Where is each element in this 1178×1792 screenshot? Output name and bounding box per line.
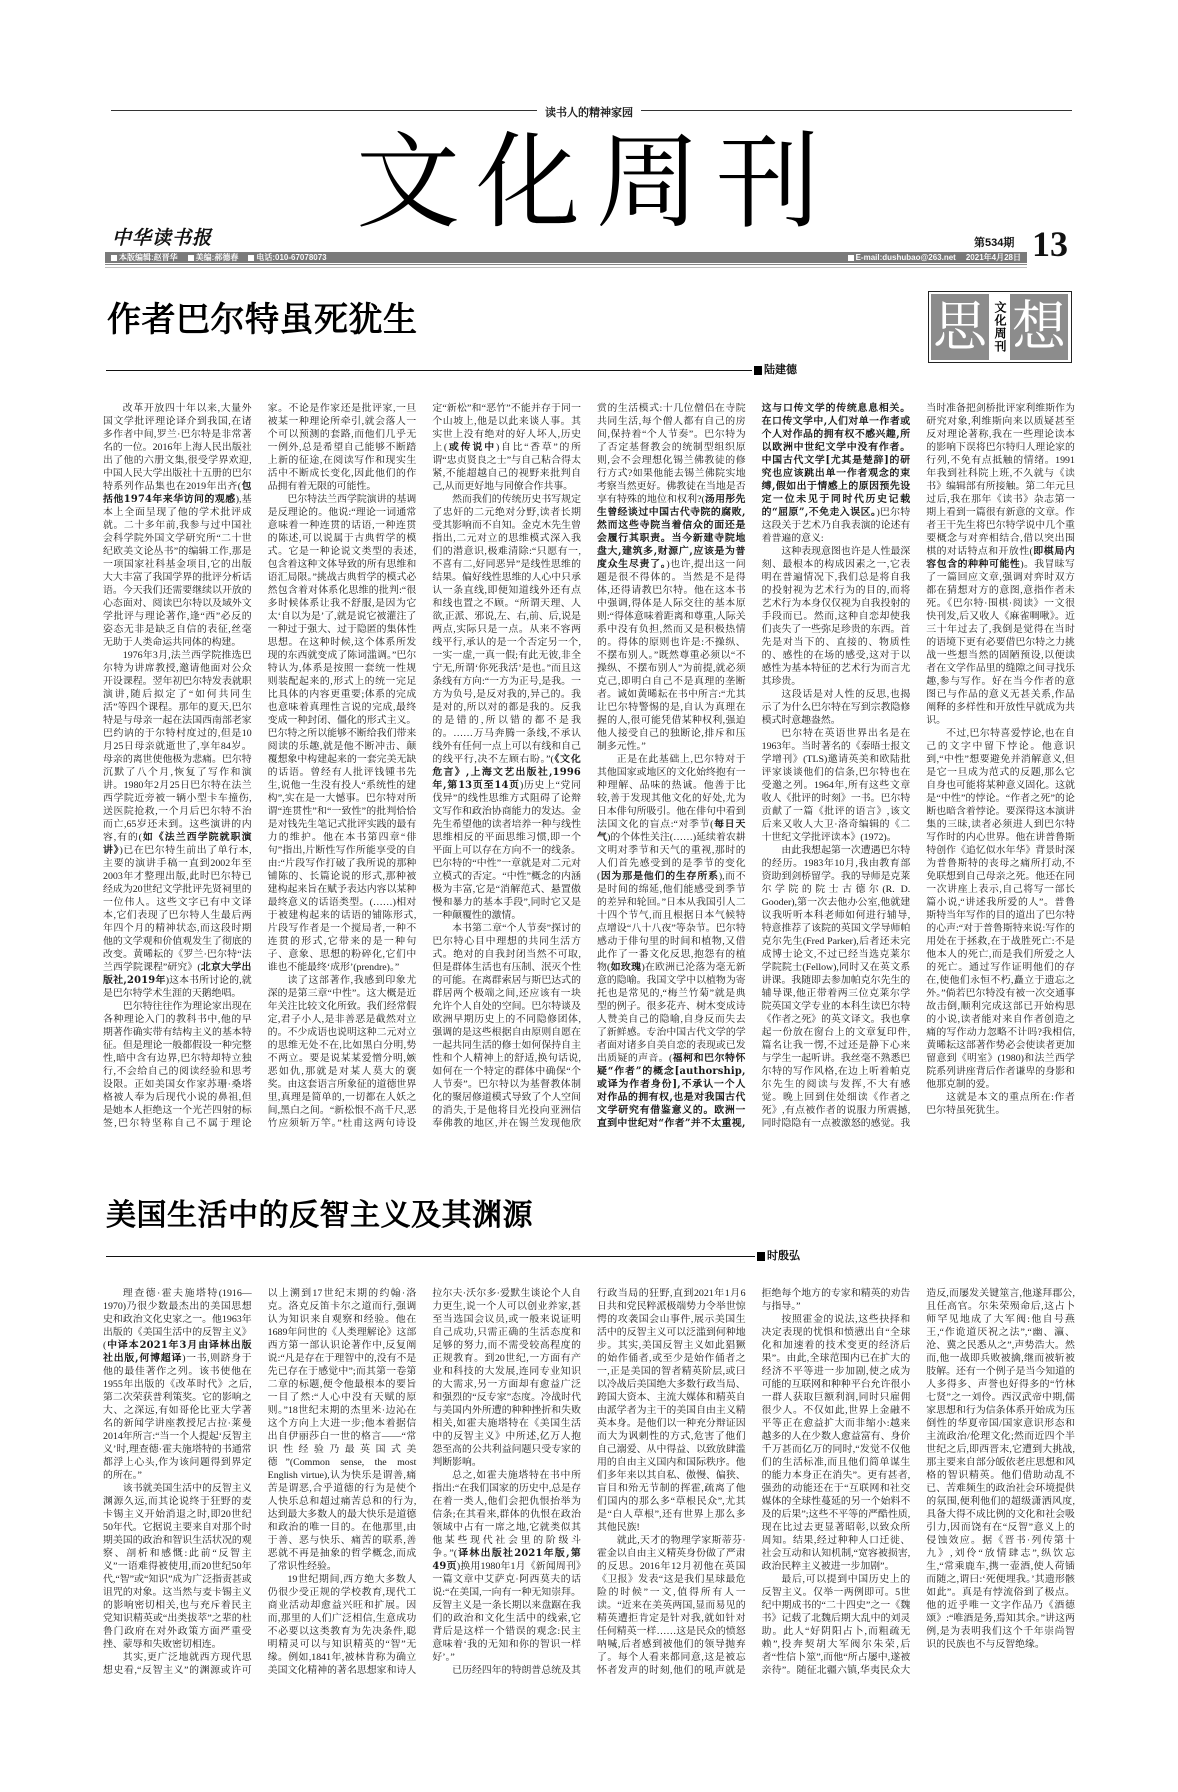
article-2-byline-rule [106, 1256, 755, 1257]
paragraph-text: 按照霍金的说法,这些抉择和决定表现的忧惧和愤懑出自“全球化和加速着的技术变更的经济后果”。由此,全球范围内已在扩大的经济不平等进一步加剧,使之成为可能的互联网和种种平台允许很小一群人获取巨额利润,同时只雇佣很少人。不仅如此,世界上金融不平等正在愈益扩大而非缩小:越来越多的人在少数人愈益富有、身价千万甚而亿万的同时,“发觉不仅他们的生活标准,而且他们简单谋生的能力本身正在消失”。更有甚者,强劲的动能还在于“互联网和社交媒体的全球性蔓延的另一个始料不及的后果”;这些不平等的严酷性质,现在比过去更显著昭彰,以致众所周知。结果,经过种种人口迁徙、社会互动和认知机制,“宽容被损害,政治民粹主义被进一步加剧”。 [761, 1314, 911, 1572]
annotation-note: 汤用彤先生曾经谈过中国古代寺院的腐败,然而这些寺院当着信众的面还是会履行其职责。当今新建寺院地盘大,建筑多,财源广,应该是为普度众生尽责了。 [596, 494, 746, 570]
annotation-note: 因为那是他们的生存所系 [600, 871, 719, 882]
paper-logo: 中华读书报 [112, 228, 213, 249]
annotation-note: 如玫瑰 [610, 962, 642, 973]
paragraph-text: 不过,巴尔特喜爱悖论,也在自己的文字中留下悖论。他意识到,“中性”想要避免并消解意义,但是它一旦成为范式的反题,那么它自身也可能将某种意义固化。这就是“中性”的悖论。“作者之死”的论断也暗含着悖论。要深得这本演讲集的三昧,读者必须进人到巴尔特写作时的内心世界。他在讲普鲁斯特创作《追忆似水年华》背景时深为普鲁斯特的丧母之痛所打动,不免联想到自己母亲之死。他还在同一次讲座上表示,自己将写一部长篇小说,“讲述我所爱的人”。普鲁斯特当年写作的目的道出了巴尔特的心声:“对于普鲁斯特来说:写作的用处在于拯救,在于战胜死亡:不是他本人的死亡,而是我们所爱之人的死亡。通过写作证明他们的存在,使他们永恒不朽,矗立于遗忘之外。”倘若巴尔特没有被一次交通事故击倒,顺利完成这部已开始构思的小说,读者能对来自作者创造之痛的写作动力忽略不计吗?我相信,黄晞耘这部著作势必会使读者更加留意到《明室》(1980)和法兰西学院系列讲座背后作者谦卑的身影和他那克制的爱。 [926, 728, 1075, 1090]
annotation-note: 福柯和巴尔特怀疑“作者”的概念[authorship,或译为作者身份],不承认一个人对作品的拥有权,也是对我国古代文学研究有借鉴意义的。欧洲一直到中世纪对“作者”并不太重视,这与口传文学的传统息息相关。在口传文学中,人们对单一作者或个人对作品的拥有权不感兴趣,所以欧洲中世纪文学中没有作者。中国古代文学[尤其是楚辞]的研究也应该跳出单一作者观念的束缚,假如出于情感上的原因预先设定一位未见于同时代历史记载的“屈原”,不免走入误区。 [596, 403, 911, 1129]
badge-right-char: 想 [1012, 295, 1066, 358]
annotation-note: 北京大学出版社,2019年 [103, 962, 252, 986]
body-paragraph [432, 493, 581, 922]
body-paragraph [103, 649, 252, 1000]
square-bullet-icon [754, 366, 762, 375]
paragraph-text: 已历经四年的特朗普总统及其行政当局的狂野,直到2021年1月6日共和党民粹派极端势力令举世惊愕的攻袭国会山事件,展示美国生活中的反智主义可以泛滥到何种地步。其实,美国反智主义如此猖獗的始作俑者,或至少是始作俑者之一,正是美国的智者精英阶层,或曰以冷战后美国绝大多数行政当局、跨国大资本、主流大媒体和精英自由派学者为主干的美国自由主义精英本身。是他们以一种充分辩证因而大为讽刺性的方式,危害了他们自己溺爱、从中得益、以致放肆滥用的自由主义国内和国际秩序。他们多年来以其自私、傲慢、偏狭、盲目和殆无节制的挥霍,疏离了他们国内的那么多“草根民众”,尤其是“白人草根”,还有世界上那么多其他民族! [452, 1288, 746, 1676]
info-phone [248, 252, 326, 263]
paragraph-text: 理查德·霍夫施塔特(1916—1970)乃很少数最杰出的美国思想史和政治文化史家之一。他1963年出版的《美国生活中的反智主义》( [103, 1288, 252, 1351]
paragraph-text: )这本书所讨论的,就是巴尔特学术生涯的天鹅绝唱。 [103, 975, 252, 999]
body-paragraph [268, 493, 417, 974]
annotation-note: 或传说中 [447, 442, 497, 453]
info-phone-text: 电话:010-67078073 [256, 253, 327, 262]
body-paragraph [762, 727, 911, 844]
masthead-title: 文化周刊 [356, 121, 837, 243]
page-number: 13 [1032, 224, 1068, 264]
square-bullet-icon [188, 255, 194, 261]
body-paragraph [762, 1313, 911, 1573]
paragraph-text: )巴尔特这段关于艺术乃自我表演的论述有着普遍的意义: [761, 507, 911, 544]
tagline [0, 103, 1178, 121]
paragraph-text: 该书就美国生活中的反智主义渊源久远,而其论说终于狂野的麦卡锡主义开始消退之时,即20世纪50年代。它据说主要来自对那个时期美国的政治和智识生活状况的观察、剖析和感慨:此前“反智主义”一语难得被使用,而20世纪50年代,“智”或“知识”成为广泛指责甚或诅咒的对象。这当然与麦卡锡主义的影响密切相关,也与充斥着民主党知识精英或“出类拔萃”之辈的杜鲁门政府在对外政策方面严重受挫、蒙辱和失败密切相连。 [103, 1483, 252, 1650]
paragraph-text: 改革开放四十年以来,大量外国文学批评理论译介到我国,在诸多作者中间,罗兰·巴尔特是非常著名的一位。2016年上海人民出版社出了他的六册文集,很受学界欢迎,中国人民大学出版社十五册的巴尔特系列作品集也在2019年出齐( [103, 403, 252, 492]
annotation-note: 中译本2021年3月由译林出版社出版,何博超译 [103, 1340, 252, 1364]
annotation-note: 包括他1974年来华访问的观感 [103, 481, 252, 505]
paragraph-text: )历史上“党同伐异”的线性思维方式阻碍了论辩文写作和政治协商能力的发达。金先生希望他的读者培养一种与线性思维相反的平面思维习惯,即一个平面上可以存在方向不一的线条。巴尔特的“中性”一章就是对二元对立模式的否定。“中性”概念的内涵极为丰富,它是“消解范式、悬置傲慢和暴力的基本手段”,同时它又是一种颠覆性的激情。 [432, 780, 581, 921]
paragraph-text: )。我冒昧写了一篇回应文章,强调对弈时双方都在猜想对方的意图,意指作者未死。《巴尔特·围棋·阅读》一文很快刊发,后又收人《麻雀啁啾》。近三十年过去了,我倒是觉得在当时的语境下更有必要借巴尔特之力挑战一些想当然的固陋预设,以便读者在文学作品里的缝隙之间寻找乐趣,参与写作。好在当今作者的意图已与作品的意义无甚关系,作品阐释的多样性和开放性早就成为共识。 [926, 559, 1075, 726]
article-1-body [103, 402, 1075, 1130]
article-2-title: 美国生活中的反智主义及其渊源 [106, 1198, 533, 1233]
article-2-byline [757, 1250, 800, 1262]
paragraph-text: 这种表现意图也许是人性最深刻、最根本的构成因素之一,它表明在普遍情况下,我们总是将自我的投射视为艺术行为的目的,而将艺术行为本身仅仅视为自我投射的手段而已。然而,这种自恋却使我们丧失了一些弥足珍贵的东西。首先是对当下的、直接的、物质性的、感性的在场的感受,这对于以感性为基本特征的艺术行为而言尤其珍贵。 [761, 546, 911, 687]
paragraph-text: 这段话是对人性的反思,也揭示了为什么巴尔特在写到宗教隐修模式时意趣盎然。 [761, 689, 911, 726]
paragraph-text: 就此,天才的物理学家斯蒂芬·霍金以自由主义精英身份做了严肃的反思。2016年12月初他在英国《卫报》发表“这是我们星球最危险的时候”一文,值得所有人一读。“近来在美英两国,显而易见的精英遭拒肯定是针对我,就如针对任何精英一样……这是民众的愤怒呐喊,后者感到被他们的领导抛弃了。每个人看来都同意,这是被忘怀者发声的时刻,他们的吼声就是拒绝每个地方的专家和精英的劝告与指导。” [596, 1288, 911, 1676]
square-bullet-icon [848, 255, 854, 261]
paragraph-text: 巴尔特在英语世界出名是在1963年。当时著名的《泰晤士报文学增刊》(TLS)邀请英美和欧陆批评家谈谈他们的信条,巴尔特也在受邀之列。1964年,所有这些文章收人《批评的时刻》一书。巴尔特贡献了一篇《批评的语言》,该文后来又收人大卫·洛奇编辑的《二十世纪文学批评读本》(1972)。 [761, 728, 911, 843]
body-paragraph [926, 727, 1075, 1091]
paragraph-text: )在欧洲已沦落为毫无新意的隐喻。我国文学中以植物为寄托也是常见的,“梅兰竹菊”就是典型的例子。很多花卉、树木变成诗人赞美自己的隐喻,自身反而失去了新鲜感。专治中国古代文学的学者面对诸多自美自恋的表现或已发出质疑的声音。( [596, 962, 746, 1064]
paragraph-text: 1976年3月,法兰西学院推选巴尔特为讲席教授,邀请他面对公众开设课程。翌年初巴尔特发表就职演讲,随后拟定了“如何共同生活”等四个课程。那年的夏天,巴尔特是与母亲一起在法国西南部老家巴约讷的于尔特村度过的,但是10月25日母亲就逝世了,享年84岁。母亲的离世使他极为悲痛。巴尔特沉默了八个月,恢复了写作和演讲。1980年2月25日巴尔特在法兰西学院近旁被一辆小型卡车撞伤,送医院抢救,一个月后巴尔特不治而亡,65岁还未到。这些演讲的内容,有的( [103, 650, 252, 843]
paragraph-text: 读了这部著作,我感到印象尤深的是第三章“中性”。这大概是近年关注比较文化所致。我们经常假定,君子小人,是非善恶是截然对立的。不少成语也说明这种二元对立的思维无处不在,比如黑白分明,势不两立。要是说某某爱憎分明,嫉恶如仇,那就是对某人莫大的褒奖。由这套语言所象征的道德世界里,真理是简单的,一切都在人妖之间,黑白之间。“新松恨不高千尺,恶竹应须斩万竿。”杜甫这两句诗设定“新松”和“恶竹”不能并存于同一个山坡上,他是以此来谈人事。其实世上没有绝对的好人坏人,历史上( [267, 403, 581, 1129]
paragraph-text: )的个体性关注(……)延续着农耕文明对季节和天气的重视,那时的人们首先感受到的是季节的变化( [596, 832, 746, 882]
article-1-byline-rule [106, 370, 752, 371]
info-bar-right [848, 252, 1021, 263]
body-paragraph [103, 1287, 252, 1482]
square-bullet-icon [248, 255, 254, 261]
annotation-note: 每日天气 [596, 819, 746, 843]
article-2-author: 时殷弘 [767, 1250, 800, 1262]
info-date: 2021年4月28日 [965, 253, 1021, 262]
badge-vertical-label: 文化周刊 [993, 301, 1007, 353]
info-editor [111, 252, 178, 263]
paragraph-text: 这就是本文的重点所在:作者巴尔特虽死犹生。 [926, 1092, 1075, 1116]
body-paragraph [103, 1482, 252, 1651]
body-paragraph [103, 402, 252, 649]
info-email-text: E-mail:dushubao@263.net [855, 253, 956, 262]
tagline-text: 读书人的精神家园 [537, 107, 641, 119]
paragraph-text: ),基本上全面呈现了他的学术批评成就。二十多年前,我参与过中国社会科学院外国文学研究所“二十世纪欧美文论丛书”的编辑工作,那是一项国家社科基金项目,它的出版大大丰富了我国学界的批评分析话语。今天我们还需要继续以开放的心态面对、阅读巴尔特以及域外文学批评与理论著作,逢“西”必反的姿态无非是缺乏自信的表征,丝毫无助于人类命运共同体的构建。 [103, 494, 252, 648]
body-paragraph [432, 1469, 581, 1664]
section-badge [928, 291, 1072, 363]
body-paragraph [762, 545, 911, 688]
paragraph-text: )已在巴尔特生前出了单行本,主要的演讲手稿一直到2002年至2003年才整理出版,此时巴尔特已经成为20世纪文学批评先贤祠里的一位伟人。这些文字已有中文译本,它们表现了巴尔特人生最后两年四个月的精神状态,而这段时期他的文学观和价值观发生了彻底的改变。黄晞耘的《罗兰·巴尔特“法兰西学院课程”研究》( [103, 845, 252, 973]
square-bullet-icon [757, 1252, 765, 1261]
info-bar [105, 252, 1027, 263]
article-2-body [103, 1287, 1075, 1677]
article-1-title: 作者巴尔特虽死犹生 [107, 300, 418, 340]
info-designer [188, 252, 239, 263]
body-paragraph [926, 1091, 1075, 1117]
paragraph-text: 巴尔特法兰西学院演讲的基调是反理论的。他说:“理论一词通常意味着一种连贯的话语,一种连贯的陈述,可以说属于古典哲学的模式。它是一种论说文类型的表述,包含着这种文体导致的所有思维和语汇局限。”挑战古典哲学的模式必然包含着对体系化思维的批判:“很多时候体系让我不舒服,是因为它太‘自以为是’了,就是说它被灌注了一种过于强大、过于隐匿的集体性思想。在这种时候,这个体系所发现的东西就变成了陈词滥调。”巴尔特认为,体系是按照一套统一性规则装配起来的,形式上的统一完足比具体的内容更重要;体系的完成也意味着真理性言说的完成,最终变成一种封闭、僵化的形式主义。巴尔特之所以能够不断给我们带来阅读的乐趣,就是他不断冲击、颠覆想象中构建起来的一套完美无缺的话语。曾经有人批评钱锺书先生,说他一生没有投人“系统性的建构”,实在是一大憾事。巴尔特对所谓“连贯性”和“一致性”的批判恰恰是对钱先生笔记式批评实践的最有力的维护。他在本书第四章“俳句”指出,片断性写作所能享受的自由:“片段写作打破了我所说的那种铺陈的、长篇论说的形式,那种被建构起来旨在赋予表达内容以某种最终意义的话语类型。(……)相对于被建构起来的话语的铺陈形式,片段写作者是一个搅局者,一种不连贯的形式,它带来的是一种句子、意象、思想的粉碎化,它们中谁也不能最终‘成形’(prendre)。” [267, 494, 417, 973]
issue-number: 第534期 [974, 237, 1015, 249]
info-editor-text: 本版编辑:赵晋华 [119, 253, 178, 262]
paragraph-text: 19世纪期间,西方绝大多数人仍很少受正规的学校教育,现代工商业活动却愈益兴旺和扩展。因而,那里的人们广泛相信,生意成功不必要以这类教育为先决条件,聪明精灵可以与知识精英的“智”无缘。例如,1841年,被林肯称为确立美国文化精神的著名思想家和诗人拉尔夫·沃尔多·爱默生谈论个人自力更生,说一个人可以创业养家,甚至当选国会议员,或一般来说证明自己成功,只需正确的生活态度和足够的努力,而不需受较高程度的正规教育。到20世纪,一方面有产业和科技的大发展,连同专业知识的大需求,另一方面却有愈益广泛和强烈的“反专家”态度。冷战时代与美国内外所遭的种种挫折和失败相关,如霍夫施塔特在《美国生活中的反智主义》中所述,亿万人抱怨至高的公共利益问题只受专家的判断影响。 [267, 1288, 581, 1676]
annotation-note: 《文化危言》,上海文艺出版社,1996年,第13页至14页 [432, 754, 581, 791]
paragraph-text: )换用1980年1月《新闻周刊》一篇文章中艾萨克·阿西莫夫的话说:“在美国,一向有一种无知崇拜。反智主义是一条长期以来盘踞在我们的政治和文化生活中的线索,它背后是这样一个错误的观念:民主意味着‘我的无知和你的智识一样好’。” [432, 1561, 581, 1663]
paragraph-text: 本书第二章“个人节奏”探讨的巴尔特心目中理想的共同生活方式。绝对的自我封闭当然不可取,但是群体生活也有压制、泯灭个性的可能。在离群索居与斯巴达式的群居两个极端之间,还应该有一块允许个人自处的空间。巴尔特谈及欧洲早期历史上的不同隐修团体,强调的是这些根据自由原则自愿在一起共同生活的修士如何保持自主性和个人精神上的舒适,换句话说,如何在一个特定的群体中确保“个人节奏”。巴尔特以为基督教体制化的聚居修道模式导致了个人空间的消失,于是他将目光投向亚洲信奉佛教的地区,并在锡兰发现他欣赏的生活模式:十几位僧侣在寺院共同生活,每个僧人都有自己的房间,保持着“个人节奏”。巴尔特为了否定基督教会的统制型组织原则,会不会理想化锡兰佛教徒的修行方式?如果他能去锡兰佛院实地考察当然更好。佛教徒在当地是否享有特殊的地位和权利?( [432, 403, 746, 1129]
article-1-author: 陆建德 [764, 364, 797, 376]
paragraph-text: 总之,如霍夫施塔特在书中所指出:“在我们国家的历史中,总是存在着一类人,他们会把仇恨抬举为信条;在其看来,群体的仇恨在政治领域中占有一席之地,它就类似其他某些现代社会里的阶级斗争。”( [432, 1470, 581, 1559]
paragraph-text: ),而不是时间的绵延,他们能感受到季节的差异和轮回。”日本从我国引人二十四个节气,而且根据日本气候特点增设“八十八夜”等杂节。巴尔特感动于俳句里的时间和植物,又借此作了一番文化反思,抱怨有的植物( [596, 871, 746, 973]
paragraph-text: 然而我们的传统历史书写规定了忠奸的二元绝对分野,读者长期受其影响而不自知。金克木先生曾指出,二元对立的思维模式深入我们的潜意识,极难清除:“只愿有一,不喜有二,好同恶异”是线性思维的结果。偏好线性思维的人心中只承认一条直线,即便知道线外还有点和线也置之不顾。“所谓天理、人欲,正派、邪说,左、右,前、后,说是两点,实际只是一点。从来不容两线平行,承认的是一个否定另一个,一实一虚,一真一假;有此无彼,非全宁无,所谓‘你死我活’是也。”而且这条线有方向:“一方为正号,是我。一方为负号,是反对我的,异己的。我是对的,所以对的都是我的。反我的是错的,所以错的都不是我的。……万马奔腾一条线,不承认线外有任何一点上可以有线和自己的线平行,决不左顾右盼。”( [432, 494, 581, 765]
annotation-note: 即棋局内容包含的种种可能性 [926, 546, 1075, 570]
annotation-note: 译林出版社2021年版,第49页 [432, 1548, 581, 1572]
paragraph-text: )也许,提出这一问题是很不得体的。当然是不是得体,还得请教巴尔特。他在这本书中强调,得体是人际交往的基本原则:“得体意味着距离和尊重,人际关系中没有负担,然而又是积极热情的。得体的原则也许是:不操纵、不摆布别人。”既然尊重必须以“不操纵、不摆布别人”为前提,就必须克己,即明白自己不是真理的垄断者。诚如黄晞耘在书中所言:“尤其让巴尔特警惕的是,自认为真理在握的人,很可能凭借某种权利,强迫他人接受自己的独断论,排斥和压制多元性。” [596, 559, 746, 752]
info-designer-text: 美编:郝德春 [195, 253, 239, 262]
paragraph-text: 正是在此基础上,巴尔特对于其他国家或地区的文化始终抱有一种理解、品味的热诚。他善于比较,善于发现其他文化的好处,尤为日本俳句所吸引。他在俳句中看到法国文化的盲点:“对季节( [596, 754, 746, 830]
square-bullet-icon [111, 255, 117, 261]
paragraph-text: 其实,更广泛地就西方现代思想史看,“反智主义”的渊源或许可以上溯到17世纪末期的约翰·洛克。洛克反笛卡尔之道而行,强调认为知识来自观察和经验。他在1689年问世的《人类理解论》这部西方第一部认识论著作中,反复阐说:“凡是存在于理智中的,没有不是先已存在于感觉中”;而其第一卷第二章的标题,便令他最根本的要旨一目了然:“人心中没有天赋的原则。”18世纪末期的杰里米·边沁在这个方向上大进一步;他本着据信出自伊丽莎白一世的格言——“常识性经验乃最英国式美德”(Common sense, the most English virtue),认为快乐是谓善,痛苦是谓恶,合乎道德的行为是使个人快乐总和超过痛苦总和的行为,达到最大多数人的最大快乐是道德和政治的唯一目的。在他那里,由于善、恶与快乐、痛苦的联系,善恶就不再是抽象的哲学概念,而成了常识性经验。 [103, 1288, 417, 1676]
paragraph-text: 巴尔特往往作为理论家出现在各种理论入门的教科书中,他的早期著作确实带有结构主义的基本特征。但是理论一般都假设一种完整性,暗中含有边界,巴尔特却特立独行,不会给自己的阅读经验和思考设限。正如美国女作家苏珊·桑塔格被人奉为后现代小说的鼻祖,但是她本人拒绝这一个光芒四射的标签,巴尔特坚称自己不属于理论家。不论是作家还是批评家,一旦被某一种理论所牵引,就会落人一个可以预测的套路,而他们几乎无一例外,总是希望自己能够不断踏上新的征途,在阅读写作和现实生活中不断成长变化,因此他们的作品拥有着无限的可能性。 [103, 403, 417, 1129]
paragraph-text: )自比“香草”的所谓“忠贞贤良之士”与自己粘合得太紧,不能超越自己的视野来批判自己,从而更好地与同僚合作共事。 [432, 442, 581, 492]
annotation-note: 如《法兰西学院就职演讲》 [103, 832, 252, 856]
masthead-double-rule [105, 264, 1027, 268]
badge-left-char: 思 [933, 295, 987, 358]
paragraph-text: 最后,可以提到中国历史上的反智主义。仅举一两例即可。5世纪中期成书的“二十四史”之一《魏书》记载了北魏后期大乱中的刘灵助。此人“好阴阳占卜,而粗疏无赖”,投奔契胡大军阀尔朱荣,后者“性信卜筮”,而他“所占屡中,遂被亲待”。随征北疆六镇,华夷民众大造反,而屡发关键筮言,他遂拜郡公,且任高官。尔朱荣殒命后,这占卜师罕见地成了大军阀:他自号燕王,“作诡道厌祝之法”,“幽、瀛、沧、冀之民悉从之”,声势浩大。然而,他一战即兵败被擒,继而被斩被肢解。还有一个例子是当今知道的人多得多、声誉也好得多的“竹林七贤”之一刘伶。西汉武帝中期,儒家思想和行为信条体系开始成为压倒性的华夏帝国/国家意识形态和主流政治/伦理文化;然而近四个半世纪之后,即西晋末,它遭到大挑战,那主要来自部分皈依老庄思想和风格的智识精英。他们借助动乱不已、苦难频生的政治社会环境提供的氛围,便利他们的超级潇洒风度,具备大得不成比例的文化和社会吸引力,因而饶有在“反智”意义上的侵蚀效应。据《晋书·列传第十九》,刘伶“放情肆志”,纵饮忘生,“常乘鹿车,携一壶酒,使人荷锸而随之,谓曰:‘死便埋我。’其遗形骸如此”。真是有悖流俗到了极点。他的近乎唯一文字作品乃《酒德颂》:“唯酒是务,焉知其余。”讲这两例,是为表明我们这个千年崇尚智识的民族也不与反智绝缘。 [761, 1288, 1075, 1676]
paragraph-text: )一书,则跻身于他的最佳著作之列。该书使他在1955年出版的《改革时代》之后,第二次荣获普利策奖。它的影响之大、之深远,有如哥伦比亚大学著名的新闻学讲座教授尼古拉·莱曼2014年所言:“当一个人提起‘反智主义’时,理查德·霍夫施塔特的书通常都浮上心头,作为该问题得到界定的所在。” [103, 1353, 252, 1481]
info-email [848, 252, 956, 263]
info-bar-left [111, 252, 327, 263]
body-paragraph [762, 688, 911, 727]
paragraph-text: 由此我想起第一次遭遇巴尔特的经历。1983年10月,我由教育部资助到剑桥留学。我的导师是克莱尔学院的院士古德尔(R. D. Gooder),第一次去他办公室,他就建议我听听本科老师如何进行辅导,特意推荐了该院的英国文学导师帕克尔先生(Fred Parker),后者还未完成博士论文,不过已经当选克莱尔学院院士(Fellow),同时又在英文系讲课。我随即去参加帕克尔先生的辅导课,他正带着两三位克莱尔学院英国文学专业的本科生读巴尔特《作者之死》的英文译文。我也拿起一份放在窗台上的文章复印件,篇名让我一愣,不过还是静下心来与学生一起听讲。我丝毫不熟悉巴尔特的写作风格,在边上听着帕克尔先生的阅读与发挥,不大有感觉。晚上回到住处细读《作者之死》,有点被作者的说服力所震撼,同时隐隐有一点被激怒的感觉。我当时准备把剑桥批评家利维斯作为研究对象,利维斯向来以质疑甚至反对理论著称,我在一些理论读本的影响下误将巴尔特归人理论家的行列,不免有点抵触的情绪。1991年我到社科院上班,不久就与《读书》编辑部有所接触。第二年元旦过后,我在那年《读书》杂志第一期上看到一篇很有新意的文章。作者王干先生将巴尔特学说中几个重要概念与对弈相结合,借以突出围棋的对话特点和开放性( [761, 403, 1075, 1129]
article-1-byline [754, 364, 797, 376]
